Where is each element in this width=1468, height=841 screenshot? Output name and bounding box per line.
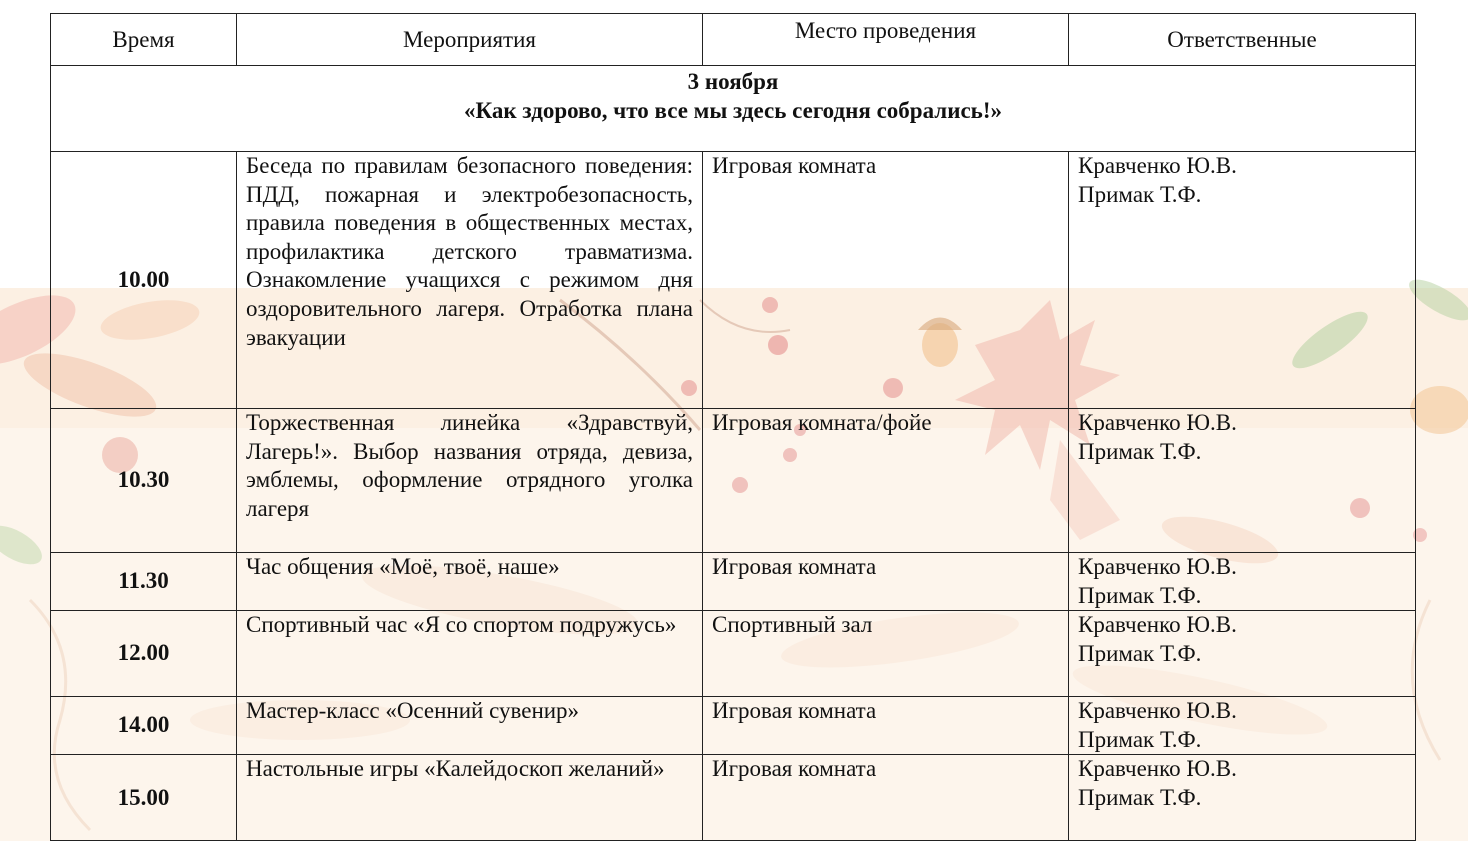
header-time: Время xyxy=(51,14,237,66)
row-place: Игровая комната/фойе xyxy=(703,409,1069,553)
row-responsible xyxy=(1069,553,1416,611)
row-responsible xyxy=(1069,611,1416,697)
table-row xyxy=(51,611,1416,697)
table-row xyxy=(51,152,1416,409)
header-responsible: Ответственные xyxy=(1069,14,1416,66)
row-place: Игровая комната xyxy=(703,755,1069,841)
day-title: «Как здорово, что все мы здесь сегодня собрались!» xyxy=(463,97,1002,123)
table-row xyxy=(51,697,1416,755)
table-row xyxy=(51,553,1416,611)
responsible-person: Кравченко Ю.В. xyxy=(1078,410,1237,435)
table-row xyxy=(51,409,1416,553)
row-event: Мастер-класс «Осенний сувенир» xyxy=(237,697,703,755)
row-time: 12.00 xyxy=(51,611,237,697)
responsible-person: Примак Т.Ф. xyxy=(1078,438,1202,464)
day-row xyxy=(51,66,1416,152)
row-responsible xyxy=(1069,152,1416,409)
responsible-person: Примак Т.Ф. xyxy=(1078,640,1202,666)
row-time: 10.30 xyxy=(51,409,237,553)
table-row xyxy=(51,755,1416,841)
day-heading xyxy=(51,66,1416,152)
responsible-person: Примак Т.Ф. xyxy=(1078,582,1202,608)
responsible-person: Примак Т.Ф. xyxy=(1078,726,1202,752)
responsible-person: Примак Т.Ф. xyxy=(1078,784,1202,810)
row-responsible xyxy=(1069,697,1416,755)
row-place: Игровая комната xyxy=(703,152,1069,409)
row-event: Беседа по правилам безопасного поведения: ПДД, пожарная и электробезопасность, правила поведения в общественных местах, профилактика детского травматизма. Ознакомление учащихся с режимом дня оздоровительного лагеря. Отработка плана эвакуации xyxy=(237,152,703,409)
header-row xyxy=(51,14,1416,66)
header-events: Мероприятия xyxy=(237,14,703,66)
row-time: 15.00 xyxy=(51,755,237,841)
row-event: Спортивный час «Я со спортом подружусь» xyxy=(237,611,703,697)
responsible-person: Кравченко Ю.В. xyxy=(1078,554,1237,579)
row-responsible xyxy=(1069,409,1416,553)
row-event: Настольные игры «Калейдоскоп желаний» xyxy=(237,755,703,841)
responsible-person: Кравченко Ю.В. xyxy=(1078,756,1237,782)
header-place: Место проведения xyxy=(703,14,1069,66)
responsible-person: Кравченко Ю.В. xyxy=(1078,698,1237,724)
schedule-table xyxy=(50,13,1416,841)
row-time: 10.00 xyxy=(51,152,237,409)
responsible-person: Кравченко Ю.В. xyxy=(1078,612,1237,638)
row-time: 14.00 xyxy=(51,697,237,755)
responsible-person: Кравченко Ю.В. xyxy=(1078,153,1237,178)
day-date: 3 ноября xyxy=(687,69,779,94)
row-place: Спортивный зал xyxy=(703,611,1069,697)
row-time: 11.30 xyxy=(51,553,237,611)
responsible-person: Примак Т.Ф. xyxy=(1078,181,1202,207)
row-place: Игровая комната xyxy=(703,553,1069,611)
row-event: Торжественная линейка «Здравствуй, Лагерь!». Выбор названия отряда, девиза, эмблемы, оформление отрядного уголка лагеря xyxy=(237,409,703,553)
row-event: Час общения «Моё, твоё, наше» xyxy=(237,553,703,611)
row-place: Игровая комната xyxy=(703,697,1069,755)
row-responsible xyxy=(1069,755,1416,841)
